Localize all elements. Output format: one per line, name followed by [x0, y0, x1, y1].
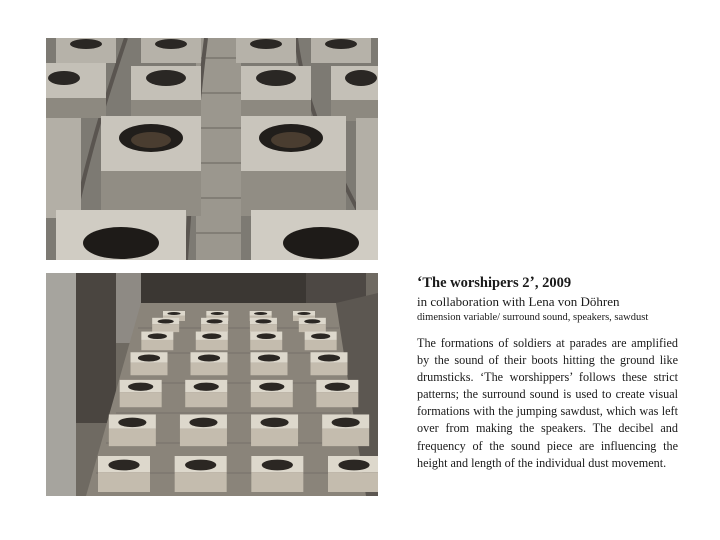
speaker-closeup-photo: [46, 38, 378, 260]
speaker-box: [141, 340, 173, 350]
speaker-box: [118, 418, 146, 428]
speaker-box: [332, 418, 360, 428]
speaker-box: [305, 340, 337, 350]
speaker-box: [304, 319, 320, 323]
speaker-box: [318, 355, 340, 362]
speaker-box: [311, 363, 348, 376]
speaker-grid-image: [46, 273, 378, 496]
speaker-box: [260, 418, 288, 428]
speaker-box: [250, 324, 277, 332]
speaker-box: [251, 392, 293, 407]
speaker-box: [250, 340, 282, 350]
speaker-box: [254, 312, 267, 315]
speaker-box: [338, 460, 369, 471]
speaker-closeup-image: [46, 38, 378, 260]
speaker-box: [297, 312, 310, 315]
speaker-grid-photo: [46, 273, 378, 496]
speaker-box: [328, 472, 378, 492]
speaker-box: [211, 312, 224, 315]
speaker-box: [251, 429, 298, 446]
artwork-title-line: [417, 274, 678, 292]
speaker-box: [198, 355, 220, 362]
speaker-box: [325, 383, 350, 391]
artwork-details: dimension variable/ surround sound, speakers, sawdust: [417, 312, 649, 323]
speaker-box: [316, 392, 358, 407]
speaker-box: [259, 383, 284, 391]
speaker-box: [255, 319, 271, 323]
artwork-caption: [417, 274, 678, 472]
speaker-box: [108, 460, 139, 471]
speaker-box: [206, 319, 222, 323]
speaker-box: [138, 355, 160, 362]
speaker-box: [120, 392, 162, 407]
speaker-box: [158, 319, 174, 323]
collaboration-credit: in collaboration with Lena von Döhren: [417, 294, 620, 309]
speaker-box: [201, 324, 228, 332]
title-close-quote: ’: [529, 274, 535, 291]
speaker-box: [131, 363, 168, 376]
speaker-box: [311, 333, 330, 339]
speaker-box: [262, 460, 293, 471]
speaker-box: [194, 383, 219, 391]
speaker-box: [109, 429, 156, 446]
speaker-box: [148, 333, 167, 339]
artwork-title: The worshipers 2: [422, 275, 530, 291]
speaker-box: [258, 355, 280, 362]
speaker-box: [251, 363, 288, 376]
speaker-box: [299, 324, 326, 332]
artwork-year: , 2009: [534, 275, 572, 291]
speaker-box: [98, 472, 150, 492]
speaker-box: [202, 333, 221, 339]
speaker-box: [189, 418, 217, 428]
title-open-quote: ‘: [417, 274, 423, 291]
speaker-box: [191, 363, 228, 376]
speaker-box: [257, 333, 276, 339]
speaker-box: [175, 472, 227, 492]
speaker-box: [322, 429, 369, 446]
speaker-box: [251, 472, 303, 492]
speaker-box: [152, 324, 179, 332]
speaker-box: [180, 429, 227, 446]
speaker-box: [196, 340, 228, 350]
speaker-box: [128, 383, 153, 391]
speaker-box: [167, 312, 180, 315]
speaker-box: [185, 460, 216, 471]
artwork-description: The formations of soldiers at parades are amplified by the sound of their boots hitting the ground like drumsticks. ‘The worshippers’ follows these strict patterns; the surround sound is used to create visual formations with the jumping sawdust, which was left over from making the speakers. The decibel and frequency of the sound piece are influencing the height and length of the individual dust movement.: [417, 336, 678, 470]
speaker-box: [185, 392, 227, 407]
